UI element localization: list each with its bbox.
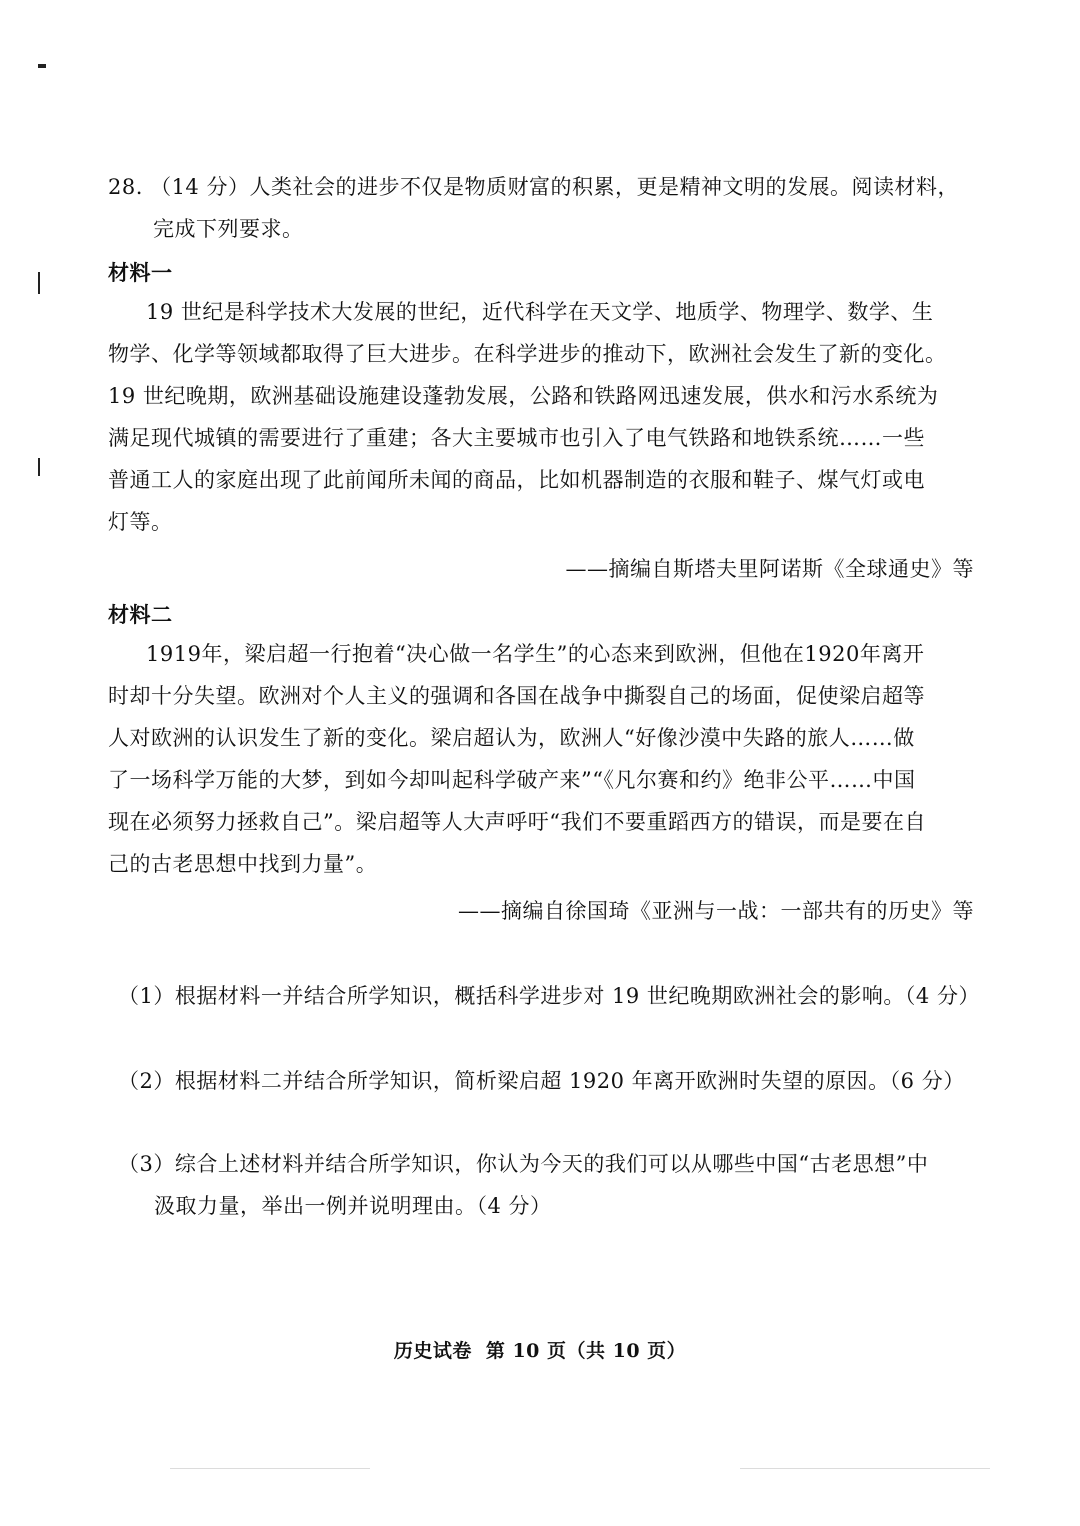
material2-body [108, 633, 988, 885]
material2-line: 己的古老思想中找到力量”。 [108, 852, 378, 876]
scan-artifact [38, 272, 40, 294]
question-header-line: 28. （14 分）人类社会的进步不仅是物质财富的积累，更是精神文明的发展。阅读材料， [108, 175, 959, 199]
scan-artifact [740, 1468, 990, 1469]
material1-body [108, 291, 988, 543]
sub-question-3-line: 汲取力量，举出一例并说明理由。（4 分） [154, 1194, 552, 1218]
footer-subject: 历史试卷 [393, 1340, 472, 1362]
material1-line: 满足现代城镇的需要进行了重建；各大主要城市也引入了电气铁路和地铁系统……一些 [108, 426, 925, 450]
sub-question-2: （2）根据材料二并结合所学知识，简析梁启超 1920 年离开欧洲时失望的原因。（6 分） [118, 1069, 965, 1093]
material2-line: 人对欧洲的认识发生了新的变化。梁启超认为，欧洲人“好像沙漠中失路的旅人……做 [108, 726, 915, 750]
material2-line: 了一场科学万能的大梦，到如今却叫起科学破产来”“《凡尔赛和约》绝非公平……中国 [108, 768, 916, 792]
material1-line: 物学、化学等领域都取得了巨大进步。在科学进步的推动下，欧洲社会发生了新的变化。 [108, 342, 947, 366]
scan-artifact [38, 64, 46, 68]
material2-line: 现在必须努力拯救自己”。梁启超等人大声呼吁“我们不要重蹈西方的错误，而是要在自 [108, 810, 926, 834]
question-header-line: 完成下列要求。 [153, 217, 304, 241]
sub-question-3-line: （3）综合上述材料并结合所学知识，你认为今天的我们可以从哪些中国“古老思想”中 [118, 1152, 929, 1176]
material2-line: 1919年，梁启超一行抱着“决心做一名学生”的心态来到欧洲，但他在1920年离开 [146, 642, 925, 666]
question-header [108, 166, 988, 250]
page-footer [0, 1330, 1080, 1372]
sub-question-1: （1）根据材料一并结合所学知识，概括科学进步对 19 世纪晚期欧洲社会的影响。（4 分） [118, 984, 980, 1008]
sub-question-3 [118, 1143, 928, 1227]
footer-page-number: 第 10 页（共 10 页） [485, 1340, 687, 1362]
material1-line: 19 世纪晚期，欧洲基础设施建设蓬勃发展，公路和铁路网迅速发展，供水和污水系统为 [108, 384, 939, 408]
material1-line: 普通工人的家庭出现了此前闻所未闻的商品，比如机器制造的衣服和鞋子、煤气灯或电 [108, 468, 925, 492]
material2-source: ——摘编自徐国琦《亚洲与一战：一部共有的历史》等 [458, 899, 974, 923]
material2-title: 材料二 [108, 602, 173, 627]
material1-title: 材料一 [108, 260, 173, 285]
material1-line: 灯等。 [108, 510, 173, 534]
material2-line: 时却十分失望。欧洲对个人主义的强调和各国在战争中撕裂自己的场面，促使梁启超等 [108, 684, 925, 708]
material1-line: 19 世纪是科学技术大发展的世纪，近代科学在天文学、地质学、物理学、数学、生 [146, 300, 934, 324]
scan-artifact [38, 458, 40, 476]
scan-artifact [170, 1468, 370, 1469]
material1-source: ——摘编自斯塔夫里阿诺斯《全球通史》等 [565, 557, 974, 581]
